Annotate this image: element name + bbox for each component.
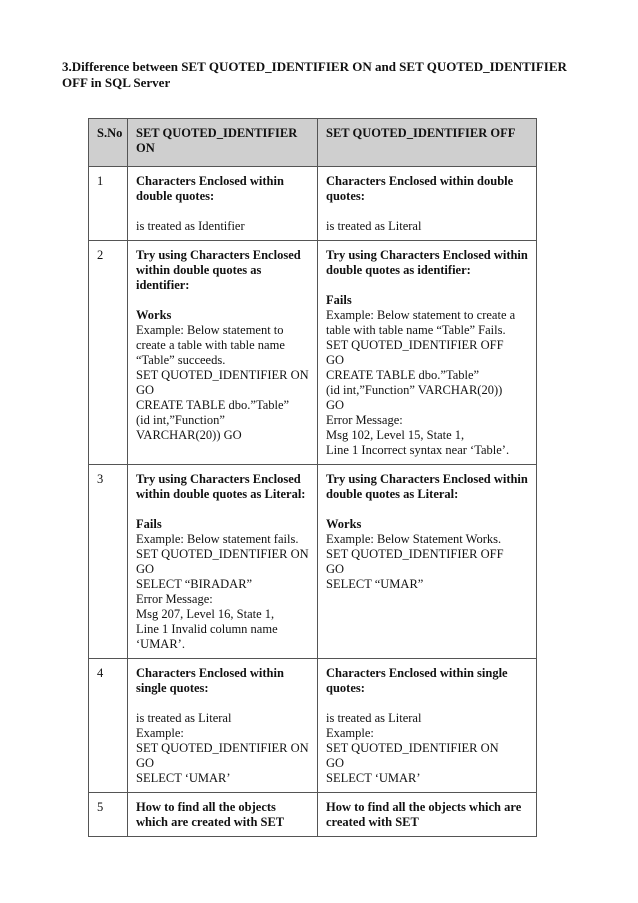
result-label: Works [326,517,362,531]
cell-line: GO [326,353,345,367]
result-label: Fails [136,517,162,531]
cell-line: is treated as Literal [326,711,422,725]
cell-line: is treated as Literal [326,219,422,233]
cell-line: SELECT ‘UMAR’ [136,771,231,785]
cell-line: GO [136,562,155,576]
cell-line: SET QUOTED_IDENTIFIER ON [136,368,309,382]
cell-title: Characters Enclosed within single quotes: [326,666,508,695]
result-label: Works [136,308,172,322]
cell-on [128,659,318,793]
row-number: 3 [89,465,128,659]
cell-line: SET QUOTED_IDENTIFIER OFF [326,338,504,352]
cell-line: GO [136,383,155,397]
cell-line: SELECT ‘UMAR’ [326,771,421,785]
spacer [326,502,528,517]
table-row [89,241,537,465]
cell-line: is treated as Literal [136,711,232,725]
cell-line: SET QUOTED_IDENTIFIER ON [136,547,309,561]
spacer [136,204,309,219]
table-body [89,167,537,837]
cell-line: Line 1 Incorrect syntax near ‘Table’. [326,443,510,457]
row-number: 1 [89,167,128,241]
row-number: 2 [89,241,128,465]
header-sno: S.No [89,119,128,167]
cell-line: GO [326,398,345,412]
cell-title: Try using Characters Enclosed within double quotes as Literal: [326,472,528,501]
table-row [89,465,537,659]
cell-line: GO [326,562,345,576]
cell-title: How to find all the objects which are created with SET [136,800,285,829]
result-label: Fails [326,293,352,307]
cell-off [318,793,537,837]
cell-line: Msg 207, Level 16, State 1, [136,607,275,621]
cell-on [128,465,318,659]
cell-line: Example: Below statement to create a table with table name “Table” succeeds. [136,323,289,367]
cell-line: is treated as Identifier [136,219,245,233]
cell-line: Error Message: [326,413,403,427]
cell-line: (id int,”Function” VARCHAR(20)) [326,383,503,397]
cell-title: Characters Enclosed within double quotes: [136,174,284,203]
cell-line: Example: Below Statement Works. [326,532,502,546]
spacer [326,696,528,711]
spacer [136,502,309,517]
table-row [89,793,537,837]
page-heading: 3.Difference between SET QUOTED_IDENTIFIER ON and SET QUOTED_IDENTIFIER OFF in SQL Server [62,59,567,90]
cell-line: Example: Below statement to create a table with table name “Table” Fails. [326,308,519,337]
table-row [89,659,537,793]
table-row [89,167,537,241]
header-off: SET QUOTED_IDENTIFIER OFF [318,119,537,167]
table-header-row [89,119,537,167]
cell-line: SELECT “UMAR” [326,577,424,591]
cell-on [128,241,318,465]
cell-line: GO [326,756,345,770]
cell-line: Line 1 Invalid column name ‘UMAR’. [136,622,281,651]
cell-line: Example: [136,726,184,740]
cell-title: How to find all the objects which are created with SET [326,800,522,829]
cell-line: Example: [326,726,374,740]
cell-title: Try using Characters Enclosed within double quotes as identifier: [326,248,528,277]
cell-line: GO [136,756,155,770]
cell-line: CREATE TABLE dbo.”Table” [326,368,480,382]
cell-off [318,241,537,465]
cell-title: Try using Characters Enclosed within double quotes as identifier: [136,248,301,292]
cell-title: Try using Characters Enclosed within double quotes as Literal: [136,472,306,501]
spacer [326,204,528,219]
cell-line: Msg 102, Level 15, State 1, [326,428,465,442]
cell-off [318,465,537,659]
comparison-table [88,118,537,837]
spacer [136,696,309,711]
cell-line: Error Message: [136,592,213,606]
cell-off [318,167,537,241]
cell-on [128,167,318,241]
spacer [136,293,309,308]
row-number: 4 [89,659,128,793]
cell-line: SET QUOTED_IDENTIFIER ON [136,741,309,755]
row-number: 5 [89,793,128,837]
header-on: SET QUOTED_IDENTIFIER ON [128,119,318,167]
cell-line: SELECT “BIRADAR” [136,577,253,591]
cell-line: CREATE TABLE dbo.”Table” [136,398,290,412]
spacer [326,278,528,293]
cell-line: SET QUOTED_IDENTIFIER OFF [326,547,504,561]
cell-line: SET QUOTED_IDENTIFIER ON [326,741,499,755]
cell-line: (id int,”Function” VARCHAR(20)) GO [136,413,242,442]
cell-line: Example: Below statement fails. [136,532,299,546]
cell-off [318,659,537,793]
cell-title: Characters Enclosed within single quotes: [136,666,284,695]
cell-on [128,793,318,837]
cell-title: Characters Enclosed within double quotes: [326,174,514,203]
